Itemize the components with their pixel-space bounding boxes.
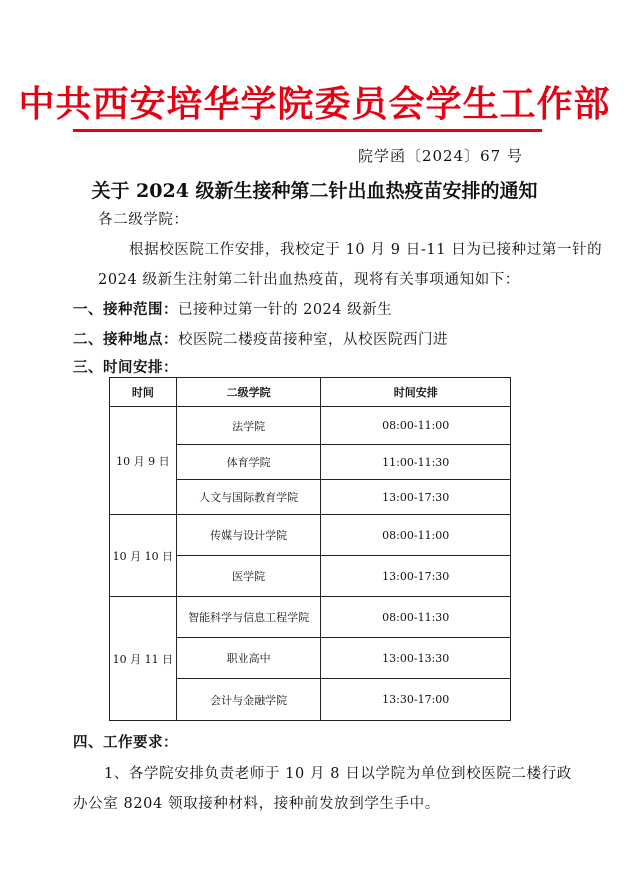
section-scope [73, 298, 392, 319]
time-cell: 13:30-17:00 [321, 679, 511, 721]
red-divider-line [73, 129, 542, 132]
header-date: 时间 [110, 378, 177, 407]
issuer-header: 中共西安培华学院委员会学生工作部 [18, 83, 611, 125]
section-heading: 一、接种范围： [73, 302, 178, 318]
section-heading: 三、时间安排： [73, 360, 178, 376]
requirement-1-line-1: 1、各学院安排负责老师于 10 月 8 日以学院为单位到校医院二楼行政 [104, 766, 572, 782]
intro-line-2: 2024 级新生注射第二针出血热疫苗，现将有关事项通知如下： [98, 272, 521, 288]
college-cell: 会计与金融学院 [176, 679, 321, 721]
date-cell: 10 月 10 日 [110, 515, 177, 597]
section-text: 已接种过第一针的 2024 级新生 [178, 302, 393, 318]
section-text: 校医院二楼疫苗接种室，从校医院西门进 [178, 332, 448, 348]
table-header-row [110, 378, 511, 407]
college-cell: 医学院 [176, 556, 321, 597]
section-location [73, 328, 448, 349]
table-row [110, 597, 511, 638]
time-cell: 13:00-17:30 [321, 480, 511, 515]
table-row [110, 407, 511, 445]
time-cell: 08:00-11:00 [321, 407, 511, 445]
time-cell: 11:00-11:30 [321, 445, 511, 480]
college-cell: 传媒与设计学院 [176, 515, 321, 556]
date-cell: 10 月 9 日 [110, 407, 177, 515]
table-row [110, 515, 511, 556]
college-cell: 人文与国际教育学院 [176, 480, 321, 515]
section-heading: 四、工作要求： [73, 735, 178, 751]
college-cell: 法学院 [176, 407, 321, 445]
college-cell: 职业高中 [176, 638, 321, 679]
time-cell: 08:00-11:00 [321, 515, 511, 556]
college-cell: 智能科学与信息工程学院 [176, 597, 321, 638]
section-heading: 二、接种地点： [73, 332, 178, 348]
section-requirements [73, 731, 178, 752]
date-cell: 10 月 11 日 [110, 597, 177, 721]
header-college: 二级学院 [176, 378, 321, 407]
time-cell: 08:00-11:30 [321, 597, 511, 638]
document-number: 院学函〔2024〕67 号 [357, 147, 523, 165]
header-time: 时间安排 [321, 378, 511, 407]
salutation: 各二级学院： [98, 212, 189, 228]
requirement-1-line-2: 办公室 8204 领取接种材料，接种前发放到学生手中。 [73, 796, 440, 812]
schedule-table [109, 377, 511, 721]
intro-line-1: 根据校医院工作安排，我校定于 10 月 9 日-11 日为已接种过第一针的 [129, 242, 603, 258]
section-schedule [73, 356, 178, 377]
college-cell: 体育学院 [176, 445, 321, 480]
notice-title: 关于 2024 级新生接种第二针出血热疫苗安排的通知 [91, 180, 538, 202]
time-cell: 13:00-13:30 [321, 638, 511, 679]
time-cell: 13:00-17:30 [321, 556, 511, 597]
